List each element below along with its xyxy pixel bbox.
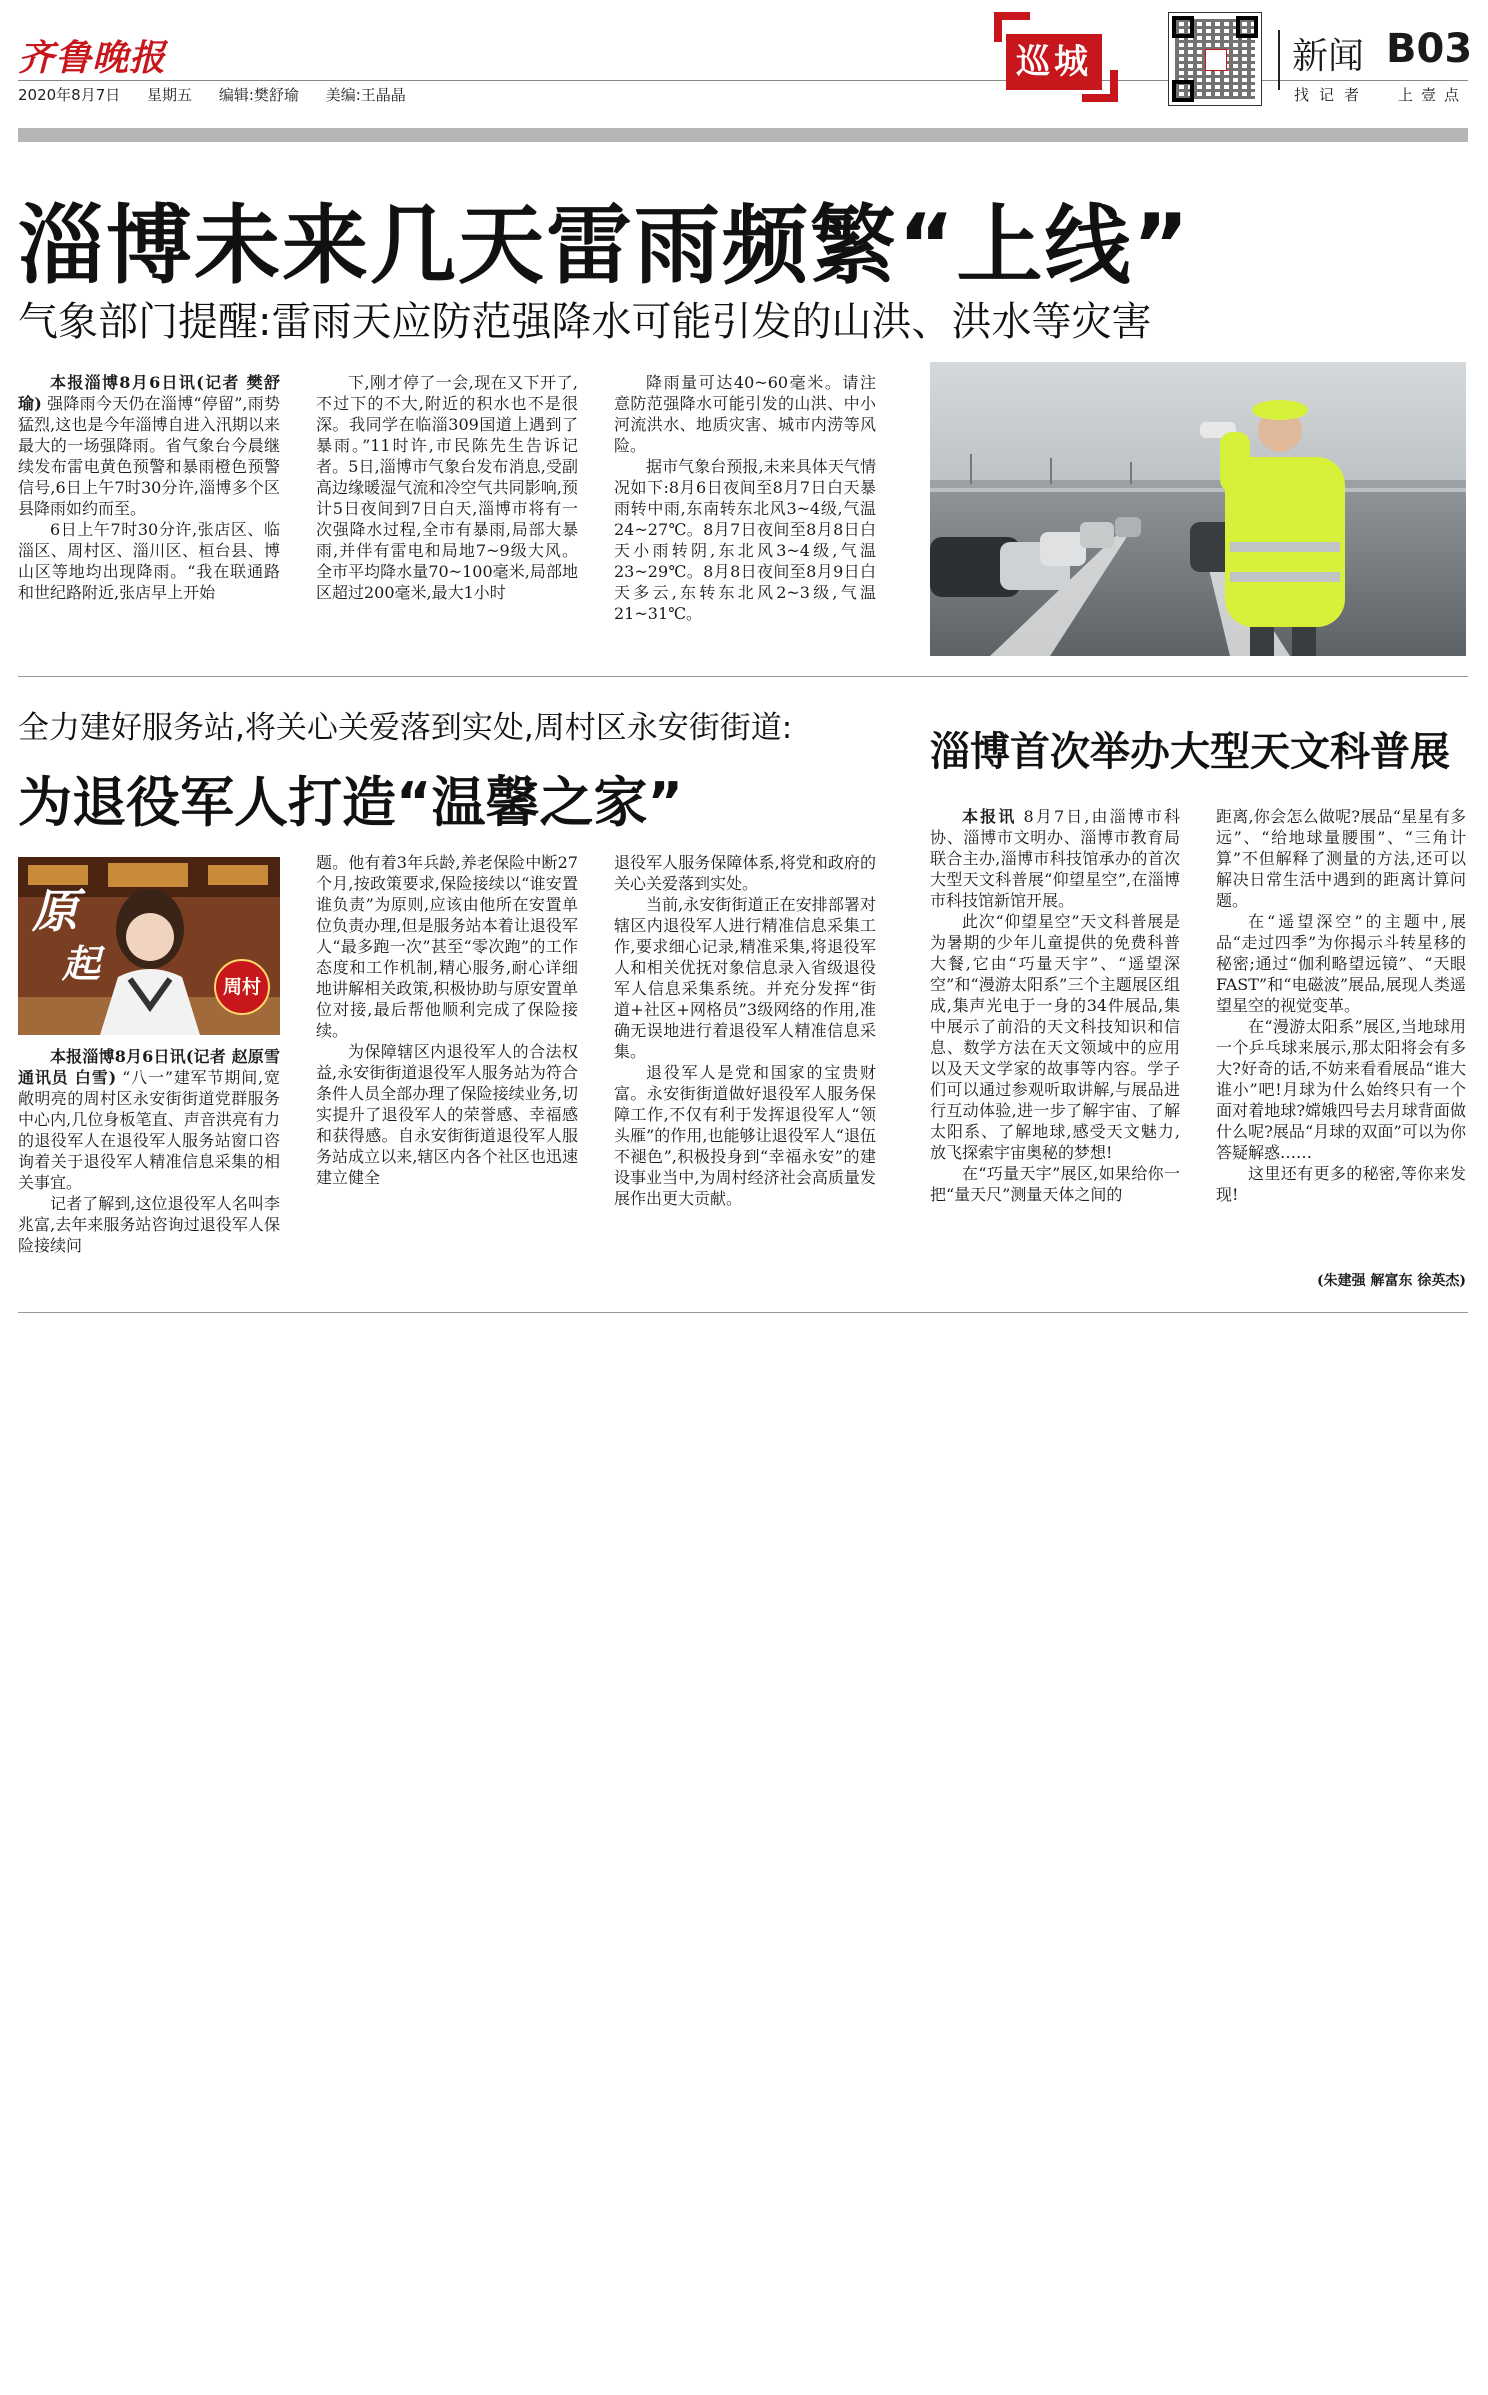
paragraph xyxy=(316,852,578,1041)
article2-column-3 xyxy=(614,852,876,1209)
section-divider xyxy=(18,676,1468,677)
paragraph-text: 退役军人是党和国家的宝贵财富。永安街街道做好退役军人服务保障工作,不仅有利于发挥退役军人“领头雁”的作用,也能够让退役军人“退伍不褪色”,积极投身到“幸福永安”的建设事业当中,为周村经济社会高质量发展作出更大贡献。 xyxy=(614,1063,876,1208)
paragraph xyxy=(316,372,578,603)
paragraph xyxy=(316,1041,578,1188)
paragraph xyxy=(1216,806,1466,911)
article1-column-2 xyxy=(316,372,578,603)
paragraph xyxy=(930,806,1180,911)
reporter-action: 上壹点 xyxy=(1398,86,1468,104)
newspaper-logo: 齐鲁晚报 xyxy=(18,37,167,79)
paragraph xyxy=(1216,911,1466,1016)
thumbnail-title-char-2: 起 xyxy=(62,941,101,986)
paragraph-text: 记者了解到,这位退役军人名叫李兆富,去年来服务站咨询过退役军人保险接续问 xyxy=(18,1194,280,1255)
paragraph xyxy=(1216,1163,1466,1205)
paragraph-text: 据市气象台预报,未来具体天气情况如下:8月6日夜间至8月7日白天暴雨转中雨,东南转东北风3~4级,气温24~27℃。8月7日夜间至8月8日白天小雨转阴,东北风3~4级,气温23~29℃。8月8日夜间至8月9日白天多云,东转东北风2~3级,气温21~31℃。 xyxy=(614,457,876,623)
section-bracket-right xyxy=(1110,70,1118,102)
dateline: 本报讯 xyxy=(962,807,1017,826)
paragraph-text: “八一”建军节期间,宽敞明亮的周村区永安街街道党群服务中心内,几位身板笔直、声音洪亮有力的退役军人在退役军人服务站窗口咨询着关于退役军人精准信息采集的相关事宜。 xyxy=(18,1068,280,1192)
paragraph xyxy=(614,456,876,624)
paragraph-text: 这里还有更多的秘密,等你来发现! xyxy=(1216,1164,1466,1204)
article2-column-1 xyxy=(18,1046,280,1256)
issue-meta xyxy=(18,84,428,105)
paragraph-text: 题。他有着3年兵龄,养老保险中断27个月,按政策要求,保险接续以“谁安置谁负责”为原则,应该由他所在安置单位负责办理,但是服务站本着让退役军人“最多跑一次”甚至“零次跑”的工作态度和工作机制,精心服务,耐心详细地讲解相关政策,积极协助与原安置单位对接,最后帮他顺利完成了保险接续。 xyxy=(316,853,578,1040)
paragraph xyxy=(18,1046,280,1193)
article1-column-1 xyxy=(18,372,280,603)
article3-headline: 淄博首次举办大型天文科普展 xyxy=(930,729,1450,775)
paragraph xyxy=(614,1062,876,1209)
paragraph-text: 当前,永安街街道正在安排部署对辖区内退役军人进行精准信息采集工作,要求细心记录,精准采集,将退役军人和相关优抚对象信息录入省级退役军人信息采集系统。并充分发挥“街道+社区+网格员”3级网络的作用,准确无误地进行着退役军人精准信息采集。 xyxy=(614,895,876,1061)
paragraph-text: 在“遥望深空”的主题中,展品“走过四季”为你揭示斗转星移的秘密;通过“伽利略望远镜”、“天眼FAST”和“电磁波”展品,展现人类遥望星空的视觉变革。 xyxy=(1216,912,1466,1015)
reporter-video-thumbnail xyxy=(18,857,280,1035)
article2-headline: 为退役军人打造“温馨之家” xyxy=(18,771,683,834)
issue-editor: 编辑:樊舒瑜 xyxy=(218,86,299,104)
rain-traffic-police-photo xyxy=(930,362,1466,656)
page-category: 新闻 xyxy=(1292,36,1365,77)
paragraph-text: 距离,你会怎么做呢?展品“星星有多远”、“给地球量腰围”、“三角计算”不但解释了测量的方法,还可以解决日常生活中遇到的距离计算问题。 xyxy=(1216,807,1466,910)
article2-pretitle: 全力建好服务站,将关心关爱落到实处,周村区永安街街道: xyxy=(18,710,793,746)
article3-signature: (朱建强 解富东 徐英杰) xyxy=(1317,1273,1466,1289)
paragraph xyxy=(614,372,876,456)
masthead-divider xyxy=(1278,30,1280,90)
paragraph-text: 退役军人服务保障体系,将党和政府的关心关爱落到实处。 xyxy=(614,853,876,893)
header-band xyxy=(18,128,1468,142)
page-number: B03 xyxy=(1386,26,1473,72)
paragraph-text: 6日上午7时30分许,张店区、临淄区、周村区、淄川区、桓台县、博山区等地均出现降雨。“我在联通路和世纪路附近,张店早上开始 xyxy=(18,520,280,602)
section-label: 巡城 xyxy=(1006,34,1102,90)
headline-subtitle: 气象部门提醒:雷雨天应防范强降水可能引发的山洪、洪水等灾害 xyxy=(18,299,1152,345)
thumbnail-badge: 周村 xyxy=(214,959,270,1015)
paragraph-text: 降雨量可达40~60毫米。请注意防范强降水可能引发的山洪、中小河流洪水、地质灾害、城市内涝等风险。 xyxy=(614,373,876,455)
headline-main: 淄博未来几天雷雨频繁“上线” xyxy=(18,196,1192,296)
article3-column-2 xyxy=(1216,806,1466,1205)
dateline: 本报淄博8月6日讯(记者 赵原雪 通讯员 白雪) xyxy=(18,1047,280,1087)
paragraph-text: 在“巧量天宇”展区,如果给你一把“量天尺”测量天体之间的 xyxy=(930,1164,1180,1204)
paragraph xyxy=(18,372,280,519)
paragraph xyxy=(18,519,280,603)
section-bracket-left xyxy=(994,12,1002,42)
dateline: 本报淄博8月6日讯(记者 樊舒瑜) xyxy=(18,373,280,413)
thumbnail-title-char-1: 原 xyxy=(32,884,78,938)
paragraph-text: 8月7日,由淄博市科协、淄博市文明办、淄博市教育局联合主办,淄博市科技馆承办的首次大型天文科普展“仰望星空”,在淄博市科技馆新馆开展。 xyxy=(930,807,1180,910)
issue-date: 2020年8月7日 xyxy=(18,86,121,104)
paragraph xyxy=(930,1163,1180,1205)
issue-weekday: 星期五 xyxy=(147,86,193,104)
paragraph xyxy=(1216,1016,1466,1163)
article2-column-2 xyxy=(316,852,578,1188)
article3-column-1 xyxy=(930,806,1180,1205)
paragraph-text: 强降雨今天仍在淄博“停留”,雨势猛烈,这也是今年淄博自进入汛期以来最大的一场强降雨。省气象台今晨继续发布雷电黄色预警和暴雨橙色预警信号,6日上午7时30分许,淄博多个区县降雨如约而至。 xyxy=(18,394,280,518)
paragraph-text: 此次“仰望星空”天文科普展是为暑期的少年儿童提供的免费科普大餐,它由“巧量天宇”、“遥望深空”和“漫游太阳系”三个主题展区组成,集声光电于一身的34件展品,集中展示了前沿的天文科技知识和信息、数学方法在天文领域中的应用以及天文学家的故事等内容。学子们可以通过参观听取讲解,与展品进行互动体验,进一步了解宇宙、了解太阳系、了解地球,感受天文魅力,放飞探索宇宙奥秘的梦想! xyxy=(930,912,1180,1162)
paragraph xyxy=(930,911,1180,1163)
issue-designer: 美编:王晶晶 xyxy=(325,86,406,104)
paragraph-text: 为保障辖区内退役军人的合法权益,永安街街道退役军人服务站为符合条件人员全部办理了保险接续业务,切实提升了退役军人的荣誉感、幸福感和获得感。自永安街街道退役军人服务站成立以来,辖区内各个社区也迅速建立健全 xyxy=(316,1042,578,1187)
page-bottom-rule xyxy=(18,1312,1468,1313)
paragraph xyxy=(614,894,876,1062)
reporter-label: 找记者 xyxy=(1294,86,1370,104)
paragraph xyxy=(18,1193,280,1256)
paragraph-text: 下,刚才停了一会,现在又下开了,不过下的不大,附近的积水也不是很深。我同学在临淄309国道上遇到了暴雨。”11时许,市民陈先生告诉记者。5日,淄博市气象台发布消息,受副高边缘暖湿气流和冷空气共同影响,预计5日夜间到7日白天,淄博市将有一次强降水过程,全市有暴雨,局部大暴雨,并伴有雷电和局地7~9级大风。全市平均降水量70~100毫米,局部地区超过200毫米,最大1小时 xyxy=(316,373,578,602)
paragraph-text: 在“漫游太阳系”展区,当地球用一个乒乓球来展示,那太阳将会有多大?好奇的话,不妨来看看展品“谁大谁小”吧!月球为什么始终只有一个面对着地球?嫦娥四号去月球背面做什么呢?展品“月球的双面”可以为你答疑解惑…… xyxy=(1216,1017,1466,1162)
article1-column-3 xyxy=(614,372,876,624)
qr-code-icon xyxy=(1168,12,1262,106)
paragraph xyxy=(614,852,876,894)
